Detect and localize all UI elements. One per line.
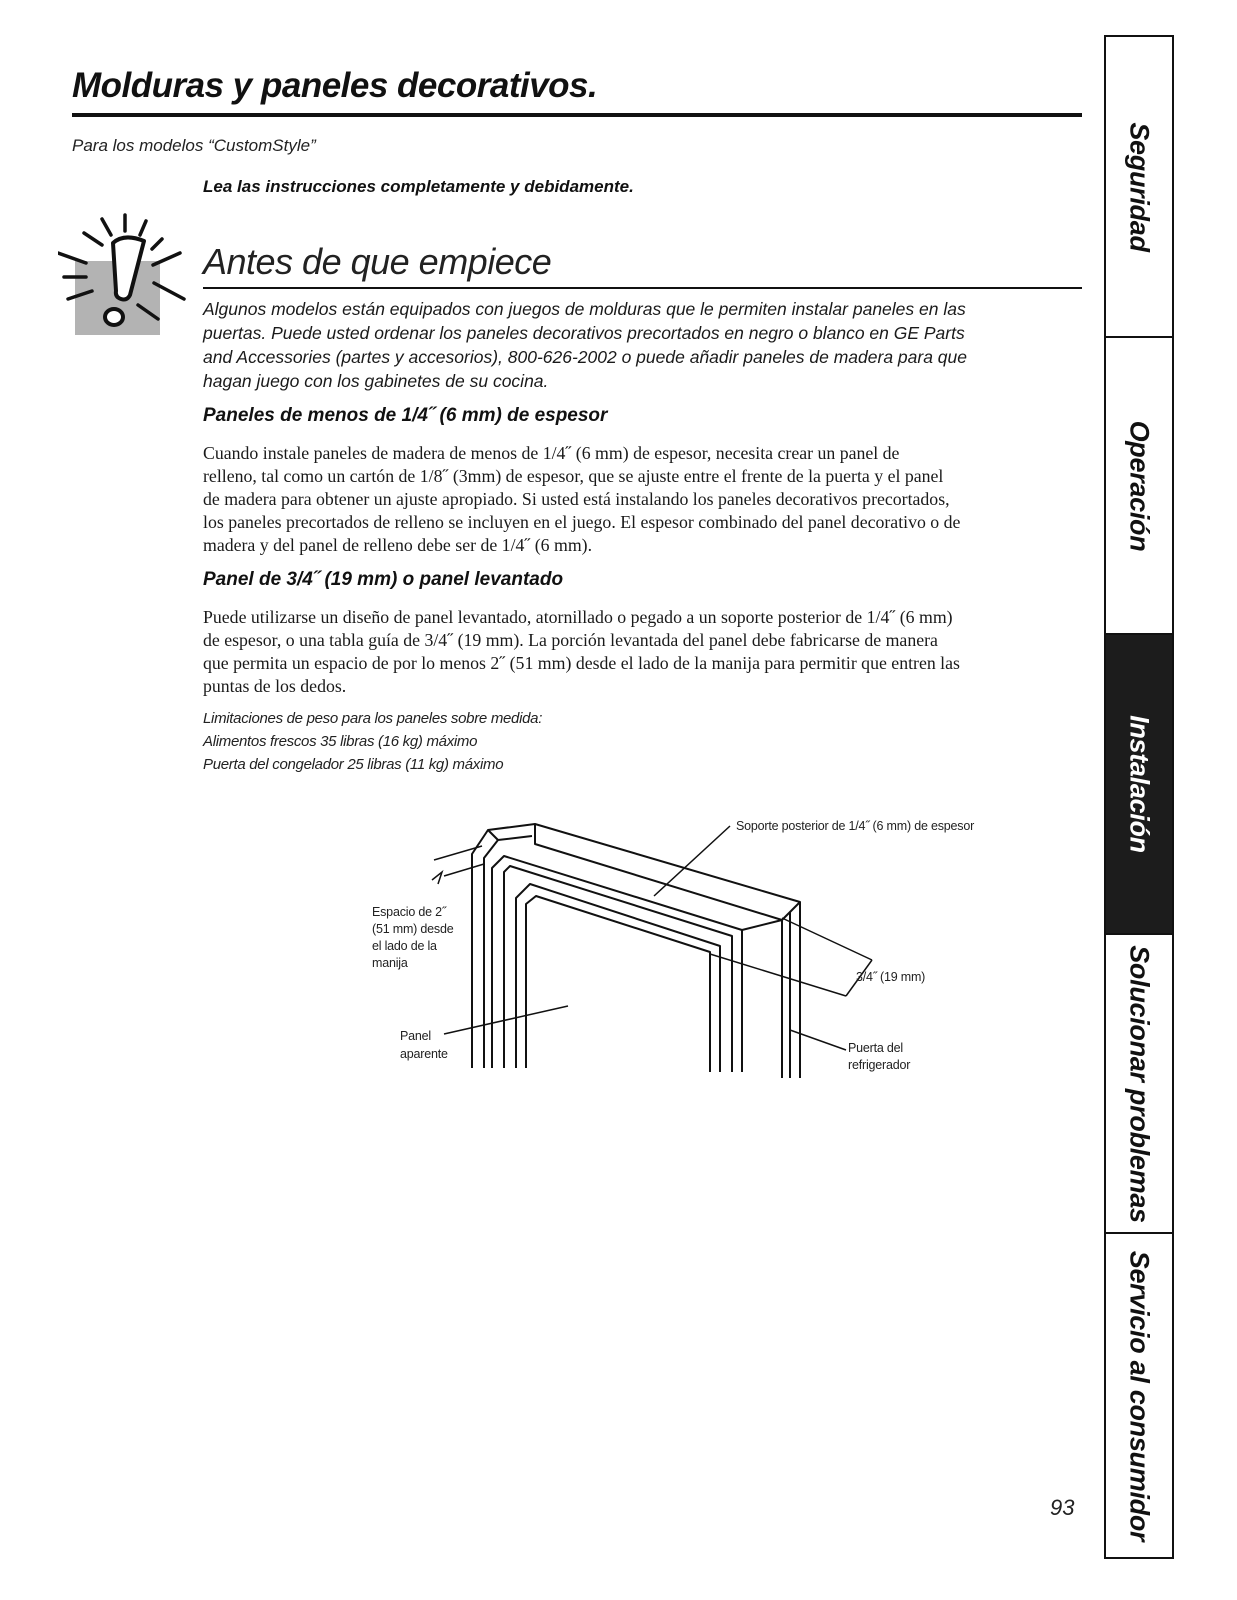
model-subtitle: Para los modelos “CustomStyle”	[72, 136, 316, 155]
label-space-line: el lado de la	[372, 939, 437, 953]
tab-label: Operación	[1124, 420, 1155, 551]
tab-label: Solucionar problemas	[1124, 944, 1155, 1223]
label-space-line: Espacio de 2˝	[372, 905, 446, 919]
leader-space-bottom	[444, 864, 484, 876]
trim-top-face	[535, 824, 800, 920]
leader-thickness-bottom	[710, 954, 846, 996]
intro-line: puertas. Puede usted ordenar los paneles decorativos precortados en negro o blanco en GE Parts	[203, 323, 965, 343]
trim-corner	[488, 830, 498, 840]
paragraph-line: que permita un espacio de por lo menos 2˝ (51 mm) desde el lado de la manija para permitir que entren las	[203, 653, 960, 673]
paragraph-line: puntas de los dedos.	[203, 676, 347, 696]
section-divider	[203, 287, 1082, 289]
door-side	[742, 920, 782, 1078]
leader-space-arrow	[432, 872, 442, 884]
page-title: Molduras y paneles decorativos.	[72, 66, 598, 105]
tab-label: Seguridad	[1124, 121, 1155, 252]
subsection-heading-raised-panel: Panel de 3/4˝ (19 mm) o panel levantado	[203, 569, 564, 590]
label-thickness: 3/4˝ (19 mm)	[856, 970, 926, 984]
weight-limit-note: Limitaciones de peso para los paneles sobre medida:	[203, 710, 543, 727]
paragraph-line: los paneles precortados de relleno se incluyen en el juego. El espesor combinado del panel decorativo o de	[203, 512, 961, 532]
leader-thickness-top	[782, 918, 872, 960]
paragraph-line: de espesor, o una tabla guía de 3/4˝ (19 mm). La porción levantada del panel debe fabricarse de manera	[203, 630, 938, 650]
front-panel-outer	[492, 856, 742, 1072]
label-panel-line: Panel	[400, 1029, 431, 1043]
tab-label: Instalación	[1124, 715, 1155, 853]
label-space-line: (51 mm) desde	[372, 922, 454, 936]
tab-solucionar-problemas[interactable]	[1106, 935, 1172, 1234]
intro-line: hagan juego con los gabinetes de su cocina.	[203, 371, 549, 391]
raised-panel-inner	[526, 896, 710, 1072]
tab-seguridad[interactable]	[1106, 37, 1172, 338]
leader-panel	[444, 1006, 568, 1034]
subsection-heading-thin-panels: Paneles de menos de 1/4˝ (6 mm) de espesor	[203, 405, 608, 426]
intro-paragraph	[203, 297, 1083, 393]
tab-instalacion[interactable]	[1106, 635, 1172, 935]
label-panel-line: aparente	[400, 1047, 448, 1061]
tab-operacion[interactable]	[1106, 338, 1172, 635]
paragraph-line: madera y del panel de relleno debe ser de 1/4˝ (6 mm).	[203, 535, 593, 555]
paragraph-line: de madera para obtener un ajuste apropiado. Si usted está instalando los paneles decorativos precortados,	[203, 489, 950, 509]
warning-exclamation-icon	[58, 213, 188, 337]
panel-installation-diagram	[360, 810, 1000, 1090]
weight-limit-freezer: Puerta del congelador 25 libras (11 kg) máximo	[203, 756, 504, 773]
leader-door	[790, 1030, 846, 1050]
label-backing: Soporte posterior de 1/4˝ (6 mm) de espesor	[736, 819, 975, 833]
raised-panel-outer	[516, 884, 720, 1072]
section-tabs	[1104, 35, 1174, 1559]
intro-line: and Accessories (partes y accesorios), 800-626-2002 o puede añadir paneles de madera para que	[203, 347, 967, 367]
thin-panels-paragraph	[203, 442, 1081, 557]
raised-panel-paragraph	[203, 606, 1081, 698]
label-door-line: refrigerador	[848, 1058, 911, 1072]
intro-line: Algunos modelos están equipados con juegos de molduras que le permiten instalar paneles en las	[203, 299, 966, 319]
leader-backing	[654, 826, 730, 896]
section-heading: Antes de que empiece	[203, 241, 552, 282]
weight-limit-fresh-food: Alimentos frescos 35 libras (16 kg) máximo	[203, 733, 478, 750]
label-door-line: Puerta del	[848, 1041, 903, 1055]
tab-label: Servicio al consumidor	[1124, 1250, 1155, 1541]
tab-servicio-al-consumidor[interactable]	[1106, 1234, 1172, 1557]
paragraph-line: Puede utilizarse un diseño de panel levantado, atornillado o pegado a un soporte posterior de 1/4˝ (6 mm)	[203, 607, 953, 627]
read-instructions-note: Lea las instrucciones completamente y debidamente.	[203, 177, 634, 196]
paragraph-line: relleno, tal como un cartón de 1/8˝ (3mm) de espesor, que se ajuste entre el frente de la puerta y el panel	[203, 466, 944, 486]
title-divider	[72, 113, 1082, 117]
paragraph-line: Cuando instale paneles de madera de menos de 1/4˝ (6 mm) de espesor, necesita crear un panel de	[203, 443, 900, 463]
label-space-line: manija	[372, 956, 408, 970]
page-number: 93	[1050, 1495, 1075, 1520]
leader-space-top	[434, 846, 482, 860]
